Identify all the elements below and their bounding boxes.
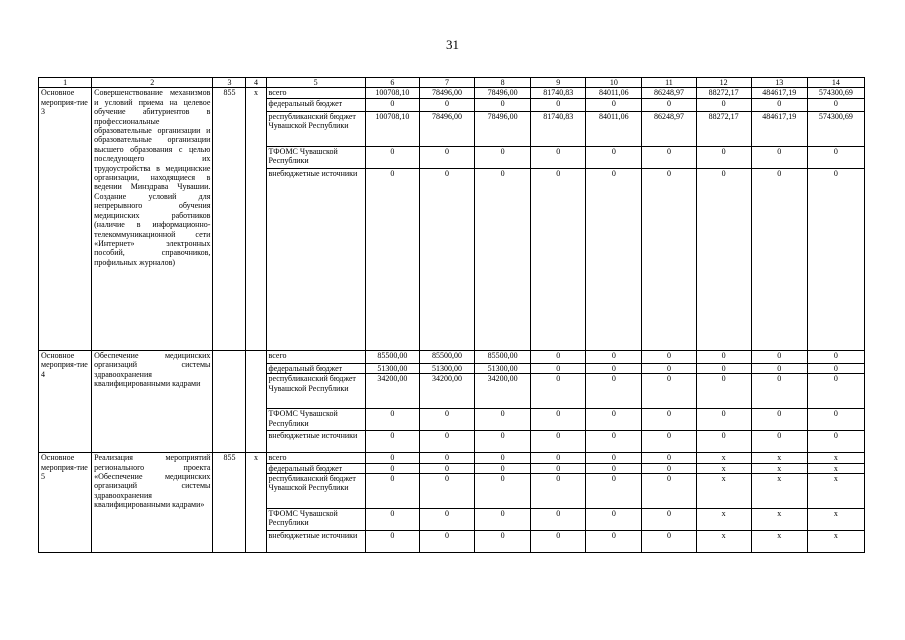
funding-source: внебюджетные источники [266,531,365,553]
amount-cell: 51300,00 [475,363,531,373]
amount-cell: 0 [642,531,696,553]
amount-cell: 0 [807,350,864,363]
budget-code [213,350,246,452]
code-mark: х [246,453,266,553]
amount-cell: 78496,00 [475,88,531,98]
amount-cell: 0 [807,168,864,350]
amount-cell: 0 [531,409,586,431]
funding-source: всего [266,350,365,363]
amount-cell: 0 [475,474,531,509]
amount-cell: 0 [807,431,864,453]
column-header-8: 8 [475,78,531,88]
amount-cell: 0 [365,146,419,168]
amount-cell: 0 [531,146,586,168]
amount-cell: 0 [642,453,696,463]
amount-cell: х [696,474,751,509]
amount-cell: 0 [807,98,864,111]
amount-cell: 0 [419,98,474,111]
amount-cell: 34200,00 [419,374,474,409]
amount-cell: х [807,474,864,509]
amount-cell: 0 [475,509,531,531]
amount-cell: 484617,19 [751,111,807,146]
event-description: Реализация мероприятий регионального проекта «Обеспечение медицинских организаций системы здравоохранения квалифицированными кадрами» [92,453,213,553]
amount-cell: 0 [586,431,642,453]
amount-cell: х [807,509,864,531]
column-header-12: 12 [696,78,751,88]
amount-cell: 0 [751,374,807,409]
amount-cell: 0 [751,98,807,111]
amount-cell: 0 [475,463,531,473]
amount-cell: 0 [586,509,642,531]
amount-cell: 0 [419,409,474,431]
amount-cell: 0 [696,363,751,373]
column-header-5: 5 [266,78,365,88]
amount-cell: 0 [365,98,419,111]
amount-cell: 0 [642,146,696,168]
amount-cell: х [751,531,807,553]
code-mark [246,350,266,452]
amount-cell: 0 [586,409,642,431]
amount-cell: 100708,10 [365,111,419,146]
amount-cell: х [751,463,807,473]
amount-cell: 0 [419,431,474,453]
amount-cell: 0 [586,146,642,168]
amount-cell: 0 [751,431,807,453]
column-header-4: 4 [246,78,266,88]
funding-source: республиканский бюджет Чувашской Республики [266,111,365,146]
amount-cell: 0 [365,453,419,463]
column-header-1: 1 [39,78,92,88]
amount-cell: 0 [475,531,531,553]
amount-cell: 0 [696,98,751,111]
column-header-3: 3 [213,78,246,88]
amount-cell: 0 [642,363,696,373]
amount-cell: х [807,531,864,553]
amount-cell: 0 [365,168,419,350]
table-row [39,453,865,463]
amount-cell: 0 [586,531,642,553]
amount-cell: 0 [807,363,864,373]
amount-cell: 0 [531,374,586,409]
amount-cell: 0 [642,350,696,363]
budget-code: 855 [213,88,246,350]
amount-cell: 0 [531,350,586,363]
funding-source: федеральный бюджет [266,363,365,373]
funding-source: внебюджетные источники [266,431,365,453]
amount-cell: 0 [642,431,696,453]
amount-cell: 0 [586,474,642,509]
table-row [39,88,865,98]
amount-cell: 0 [696,374,751,409]
event-description: Совершенствование механизмов и условий приема на целевое обучение абитуриентов в профессиональные образовательные организации и образовательные организации высшего образования с целью последующего их трудоустройства в медицинские организации, находящиеся в ведении Минздрава Чувашии. Создание условий для непрерывного обучения медицинских работников (наличие в информационно-телекоммуникационной сети «Интернет» электронных пособий, справочников, профильных журналов) [92,88,213,350]
header-row [39,78,865,88]
amount-cell: 0 [696,146,751,168]
amount-cell: 81740,83 [531,88,586,98]
amount-cell: 0 [531,463,586,473]
column-header-14: 14 [807,78,864,88]
amount-cell: 484617,19 [751,88,807,98]
amount-cell: 0 [642,98,696,111]
event-name: Основное мероприя-тие 5 [39,453,92,553]
amount-cell: 0 [642,374,696,409]
amount-cell: 81740,83 [531,111,586,146]
amount-cell: 0 [531,474,586,509]
amount-cell: 0 [531,509,586,531]
amount-cell: 574300,69 [807,88,864,98]
amount-cell: 0 [696,168,751,350]
amount-cell: х [696,453,751,463]
amount-cell: 88272,17 [696,88,751,98]
amount-cell: 0 [807,409,864,431]
amount-cell: 78496,00 [419,111,474,146]
amount-cell: 0 [696,350,751,363]
amount-cell: 0 [531,98,586,111]
amount-cell: 86248,97 [642,88,696,98]
amount-cell: 574300,69 [807,111,864,146]
amount-cell: 0 [419,453,474,463]
funding-table [38,77,865,553]
amount-cell: 0 [642,463,696,473]
column-header-13: 13 [751,78,807,88]
amount-cell: х [751,474,807,509]
amount-cell: 0 [419,146,474,168]
amount-cell: 0 [475,409,531,431]
amount-cell: 0 [531,531,586,553]
amount-cell: 51300,00 [419,363,474,373]
funding-source: всего [266,88,365,98]
budget-code: 855 [213,453,246,553]
amount-cell: 0 [475,98,531,111]
amount-cell: 0 [419,509,474,531]
funding-source: федеральный бюджет [266,463,365,473]
amount-cell: 0 [475,168,531,350]
amount-cell: 0 [586,98,642,111]
amount-cell: х [696,531,751,553]
amount-cell: 0 [475,453,531,463]
amount-cell: 0 [586,168,642,350]
funding-source: всего [266,453,365,463]
funding-source: ТФОМС Чувашской Республики [266,509,365,531]
amount-cell: х [807,453,864,463]
amount-cell: 85500,00 [365,350,419,363]
amount-cell: 0 [807,374,864,409]
amount-cell: 0 [531,363,586,373]
amount-cell: х [696,463,751,473]
amount-cell: 84011,06 [586,111,642,146]
funding-source: ТФОМС Чувашской Республики [266,146,365,168]
column-header-7: 7 [419,78,474,88]
amount-cell: 0 [751,409,807,431]
amount-cell: 78496,00 [475,111,531,146]
amount-cell: 0 [586,463,642,473]
funding-source: федеральный бюджет [266,98,365,111]
amount-cell: 0 [807,146,864,168]
amount-cell: 34200,00 [365,374,419,409]
amount-cell: 0 [419,463,474,473]
amount-cell: 34200,00 [475,374,531,409]
amount-cell: 0 [586,350,642,363]
amount-cell: 0 [365,431,419,453]
amount-cell: 0 [586,453,642,463]
amount-cell: 0 [586,374,642,409]
funding-source: ТФОМС Чувашской Республики [266,409,365,431]
funding-source: внебюджетные источники [266,168,365,350]
amount-cell: 0 [365,409,419,431]
amount-cell: 51300,00 [365,363,419,373]
amount-cell: 0 [642,168,696,350]
amount-cell: 0 [642,474,696,509]
amount-cell: х [807,463,864,473]
amount-cell: 0 [475,146,531,168]
amount-cell: 0 [696,431,751,453]
column-header-9: 9 [531,78,586,88]
amount-cell: х [751,509,807,531]
amount-cell: 86248,97 [642,111,696,146]
amount-cell: 85500,00 [475,350,531,363]
event-name: Основное мероприя-тие 4 [39,350,92,452]
event-description: Обеспечение медицинских организаций системы здравоохранения квалифицированными кадрами [92,350,213,452]
amount-cell: 0 [751,363,807,373]
amount-cell: 0 [419,531,474,553]
amount-cell: 0 [531,453,586,463]
amount-cell: 0 [365,531,419,553]
amount-cell: 0 [419,168,474,350]
amount-cell: 88272,17 [696,111,751,146]
amount-cell: 0 [586,363,642,373]
amount-cell: 0 [696,409,751,431]
amount-cell: 0 [642,409,696,431]
column-header-6: 6 [365,78,419,88]
amount-cell: 0 [365,509,419,531]
event-name: Основное мероприя-тие 3 [39,88,92,350]
amount-cell: 0 [751,146,807,168]
amount-cell: 0 [531,431,586,453]
amount-cell: 0 [419,474,474,509]
column-header-10: 10 [586,78,642,88]
amount-cell: 85500,00 [419,350,474,363]
amount-cell: 0 [365,463,419,473]
page-number: 31 [446,37,459,52]
column-header-2: 2 [92,78,213,88]
amount-cell: х [751,453,807,463]
amount-cell: 0 [751,168,807,350]
amount-cell: 0 [751,350,807,363]
amount-cell: 0 [531,168,586,350]
amount-cell: 100708,10 [365,88,419,98]
table-row [39,350,865,363]
amount-cell: 0 [642,509,696,531]
amount-cell: 78496,00 [419,88,474,98]
code-mark: х [246,88,266,350]
amount-cell: 0 [475,431,531,453]
amount-cell: х [696,509,751,531]
funding-source: республиканский бюджет Чувашской Республики [266,474,365,509]
amount-cell: 0 [365,474,419,509]
amount-cell: 84011,06 [586,88,642,98]
funding-source: республиканский бюджет Чувашской Республики [266,374,365,409]
column-header-11: 11 [642,78,696,88]
